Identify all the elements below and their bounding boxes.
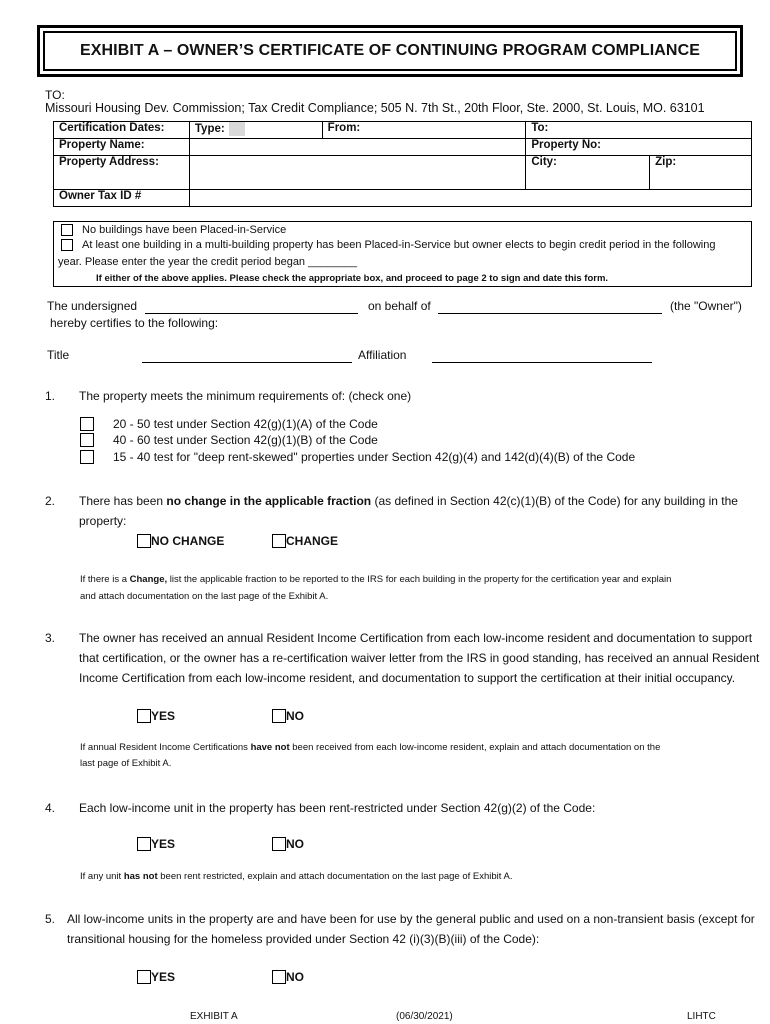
item-4-note — [80, 871, 513, 882]
property-name-field[interactable] — [189, 139, 525, 156]
type-cell[interactable] — [189, 122, 322, 139]
credit-period-year-text: year. Please enter the year the credit period began ________ — [58, 256, 358, 268]
change-checkbox[interactable] — [272, 534, 286, 548]
item-3-note-bold: have not — [250, 742, 290, 753]
item-5-no-label: NO — [286, 970, 304, 984]
no-buildings-label: No buildings have been Placed-in-Service — [82, 224, 287, 236]
item-3-line2: that certification, or the owner has a re-certification waiver letter from the IRS in good standing, has received an annual Resident — [79, 651, 760, 665]
city-cell[interactable]: City: — [526, 156, 650, 190]
on-behalf-label: on behalf of — [368, 299, 431, 313]
title-frame — [37, 25, 743, 77]
item-2-note-pre: If there is a — [80, 574, 130, 585]
type-field[interactable] — [229, 122, 245, 136]
certification-dates-label: Certification Dates: — [54, 122, 190, 139]
item-2-note-line2: and attach documentation on the last page of the Exhibit A. — [80, 591, 329, 602]
owner-tax-id-label: Owner Tax ID # — [54, 190, 190, 207]
footer-right: LIHTC — [687, 1011, 716, 1022]
undersigned-name-field[interactable] — [145, 300, 358, 314]
owner-tax-id-field[interactable] — [189, 190, 751, 207]
property-address-field[interactable] — [189, 156, 525, 190]
item-3-number: 3. — [45, 631, 56, 645]
item-4-number: 4. — [45, 801, 56, 815]
item-3-note-post: been received from each low-income resident, explain and attach documentation on the — [289, 742, 661, 753]
from-cell[interactable]: From: — [322, 122, 526, 139]
item-4-no-label: NO — [286, 837, 304, 851]
item-3-line1: The owner has received an annual Resident Income Certification from each low-income resident and documentation to support — [79, 631, 753, 645]
item-3-no-checkbox[interactable] — [272, 709, 286, 723]
placed-in-service-box — [53, 221, 752, 287]
no-change-label: NO CHANGE — [151, 534, 225, 548]
test-15-40-label: 15 - 40 test for "deep rent-skewed" properties under Section 42(g)(4) and 142(d)(4)(B) of the Code — [113, 450, 636, 464]
item-2-text-post: (as defined in Section 42(c)(1)(B) of the Code) for any building in the — [371, 494, 738, 508]
item-1-text: The property meets the minimum requirements of: (check one) — [79, 389, 412, 403]
item-4-yes-checkbox[interactable] — [137, 837, 151, 851]
item-4-note-bold: has not — [123, 871, 158, 882]
item-4-yes-label: YES — [151, 837, 176, 851]
item-1-number: 1. — [45, 389, 56, 403]
item-5-line2: transitional housing for the homeless provided under Section 42 (i)(3)(B)(iii) of the Code): — [67, 932, 540, 946]
to-address: Missouri Housing Dev. Commission; Tax Credit Compliance; 505 N. 7th St., 20th Floor, Ste. 2000, St. Louis, MO. 63101 — [45, 101, 705, 115]
owner-name-field[interactable] — [438, 300, 662, 314]
test-40-60-checkbox[interactable] — [80, 433, 94, 447]
test-15-40-checkbox[interactable] — [80, 450, 94, 464]
item-5-yes-label: YES — [151, 970, 176, 984]
item-4-text: Each low-income unit in the property has been rent-restricted under Section 42(g)(2) of the Code: — [79, 801, 596, 815]
property-name-label: Property Name: — [54, 139, 190, 156]
test-20-50-label: 20 - 50 test under Section 42(g)(1)(A) of the Code — [113, 417, 378, 431]
item-3-note — [80, 742, 660, 753]
item-2-text-line2: property: — [79, 514, 127, 528]
footer-left: EXHIBIT A — [190, 1011, 238, 1022]
footer-date: (06/30/2021) — [396, 1011, 453, 1022]
item-5-yes-checkbox[interactable] — [137, 970, 151, 984]
item-5-no-checkbox[interactable] — [272, 970, 286, 984]
property-no-cell[interactable]: Property No: — [526, 139, 752, 156]
to-cell[interactable]: To: — [526, 122, 752, 139]
page-title: EXHIBIT A – OWNER’S CERTIFICATE OF CONTINUING PROGRAM COMPLIANCE — [43, 31, 737, 71]
property-info-table — [53, 121, 752, 207]
test-20-50-checkbox[interactable] — [80, 417, 94, 431]
item-2-note-bold: Change, — [129, 574, 168, 585]
owner-label: (the "Owner") — [670, 299, 742, 313]
title-field[interactable] — [142, 349, 352, 363]
no-buildings-checkbox[interactable] — [61, 224, 73, 236]
item-3-yes-checkbox[interactable] — [137, 709, 151, 723]
no-change-checkbox[interactable] — [137, 534, 151, 548]
item-3-no-label: NO — [286, 709, 304, 723]
item-3-note-pre: If annual Resident Income Certifications — [80, 742, 251, 753]
test-40-60-label: 40 - 60 test under Section 42(g)(1)(B) of the Code — [113, 433, 378, 447]
to-label: TO: — [45, 88, 65, 102]
credit-period-checkbox[interactable] — [61, 239, 73, 251]
change-label: CHANGE — [286, 534, 339, 548]
item-5-number: 5. — [45, 912, 56, 926]
undersigned-label: The undersigned — [47, 299, 138, 313]
item-2-note-post: list the applicable fraction to be reported to the IRS for each building in the property for the certification year and explain — [167, 574, 672, 585]
type-label: Type: — [194, 123, 225, 136]
item-2-number: 2. — [45, 494, 56, 508]
item-2-note — [80, 574, 671, 585]
credit-period-label: At least one building in a multi-building property has been Placed-in-Service but owner elects to begin credit period in the following — [82, 239, 716, 251]
item-4-note-post: been rent restricted, explain and attach documentation on the last page of Exhibit A. — [157, 871, 513, 882]
title-label: Title — [47, 348, 70, 362]
item-3-note-line2: last page of Exhibit A. — [80, 758, 172, 769]
item-2-text-pre: There has been — [79, 494, 167, 508]
affiliation-field[interactable] — [432, 349, 652, 363]
item-2-text — [79, 491, 738, 511]
hereby-certifies-text: hereby certifies to the following: — [50, 316, 219, 330]
property-address-label: Property Address: — [54, 156, 190, 190]
notice-instruction: If either of the above applies. Please check the appropriate box, and proceed to page 2 to sign and date this form. — [96, 273, 609, 284]
item-3-line3: Income Certification from each low-income resident, and documentation to support the certification at their initial occupancy. — [79, 671, 736, 685]
zip-cell[interactable]: Zip: — [650, 156, 752, 190]
affiliation-label: Affiliation — [358, 348, 407, 362]
item-4-note-pre: If any unit — [80, 871, 124, 882]
item-2-text-bold: no change in the applicable fraction — [166, 494, 372, 508]
item-5-line1: All low-income units in the property are and have been for use by the general public and used on a non-transient basis (except for — [67, 912, 755, 926]
item-3-yes-label: YES — [151, 709, 176, 723]
item-4-no-checkbox[interactable] — [272, 837, 286, 851]
